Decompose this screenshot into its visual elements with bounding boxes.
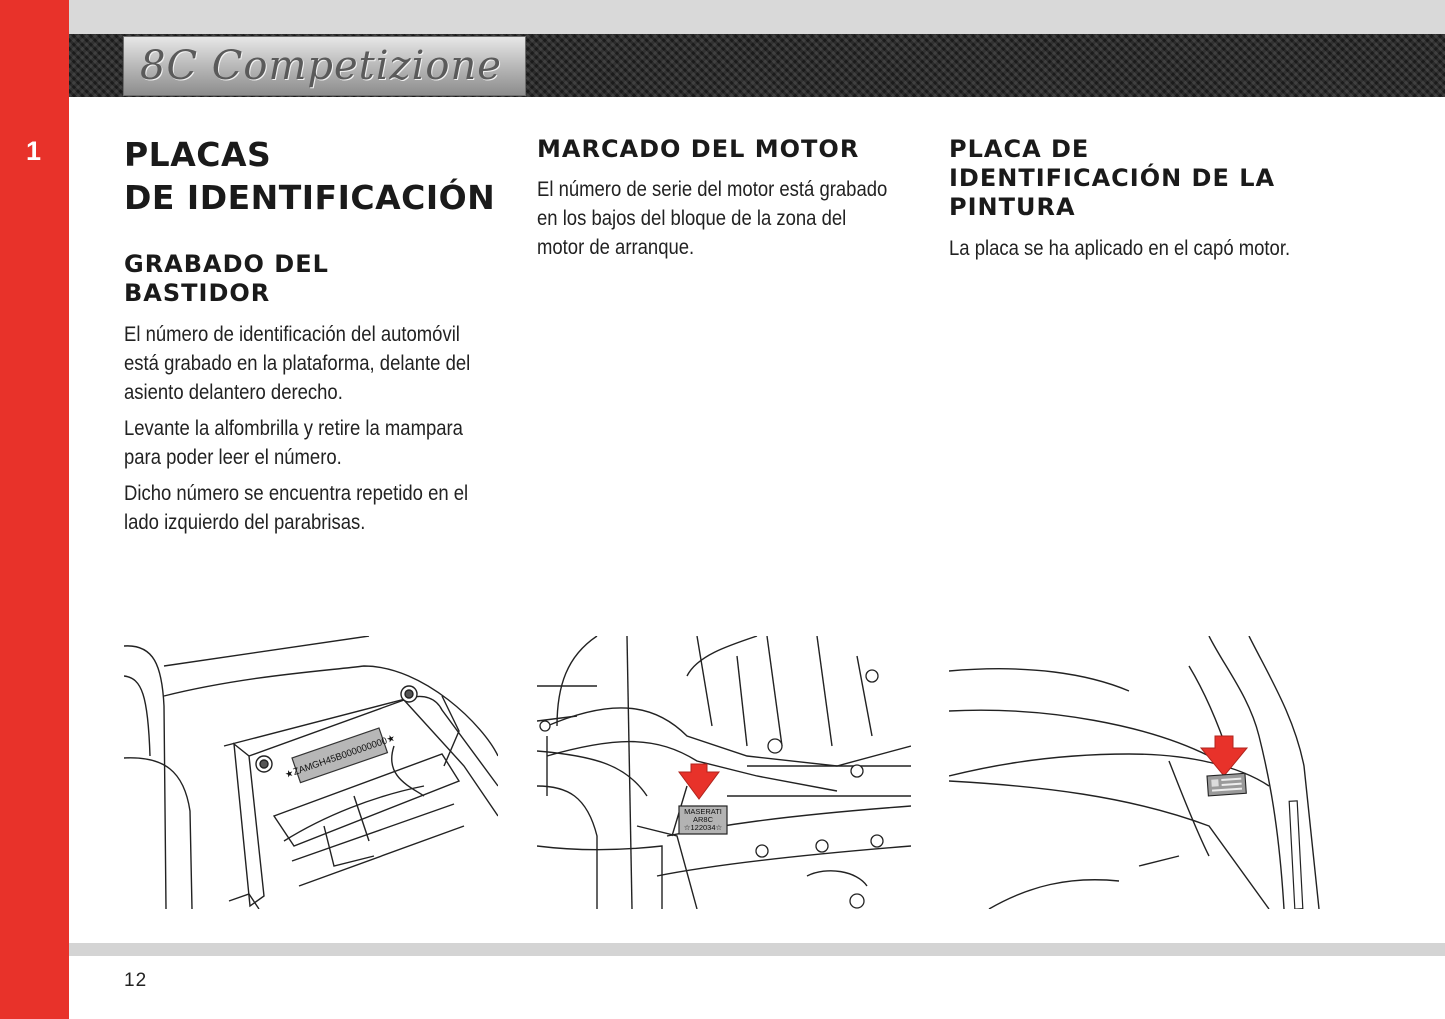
model-logo-text: 8C Competizione bbox=[140, 43, 502, 89]
paint-plate-illustration bbox=[949, 636, 1323, 909]
heading-line: PINTURA bbox=[949, 193, 1076, 221]
section-heading-paint bbox=[949, 135, 1275, 222]
heading-line: IDENTIFICACIÓN DE LA bbox=[949, 164, 1276, 192]
section-body-engine bbox=[537, 175, 889, 269]
engine-plate-line: MASERATI bbox=[684, 807, 722, 816]
engine-plate-line: ☆122034☆ bbox=[683, 823, 723, 832]
section-heading-engine bbox=[537, 135, 859, 164]
arrow-icon bbox=[1201, 736, 1247, 776]
section-body-paint bbox=[949, 234, 1319, 270]
heading-line: MARCADO DEL MOTOR bbox=[537, 135, 860, 163]
footer-gray-band bbox=[69, 943, 1445, 956]
chassis-plate-text: ★ZAMGH45B000000000★ bbox=[283, 732, 397, 781]
chassis-number-illustration bbox=[124, 636, 498, 909]
page-title bbox=[124, 133, 495, 219]
engine-plate-line: AR8C bbox=[692, 815, 714, 824]
page-number: 12 bbox=[124, 970, 148, 991]
heading-line: PLACA DE bbox=[949, 135, 1090, 163]
page-title-line: DE IDENTIFICACIÓN bbox=[124, 178, 496, 217]
paragraph: Levante la alfombrilla y retire la mampara para poder leer el número. bbox=[124, 417, 463, 469]
heading-line: BASTIDOR bbox=[124, 279, 271, 307]
model-logo bbox=[123, 36, 526, 96]
chapter-number: 1 bbox=[26, 136, 42, 166]
engine-marking-illustration bbox=[537, 636, 911, 909]
paragraph: El número de serie del motor está grabado en los bajos del bloque de la zona del motor de arranque. bbox=[537, 178, 888, 259]
heading-line: GRABADO DEL bbox=[124, 250, 329, 278]
section-heading-chassis bbox=[124, 250, 329, 308]
top-gray-band bbox=[69, 0, 1445, 34]
section-body-chassis bbox=[124, 320, 476, 544]
paragraph: Dicho número se encuentra repetido en el lado izquierdo del parabrisas. bbox=[124, 482, 469, 534]
page-title-line: PLACAS bbox=[124, 135, 272, 174]
paragraph: El número de identificación del automóvil está grabado en la plataforma, delante del asiento delantero derecho. bbox=[124, 323, 471, 404]
paragraph: La placa se ha aplicado en el capó motor. bbox=[949, 237, 1291, 260]
